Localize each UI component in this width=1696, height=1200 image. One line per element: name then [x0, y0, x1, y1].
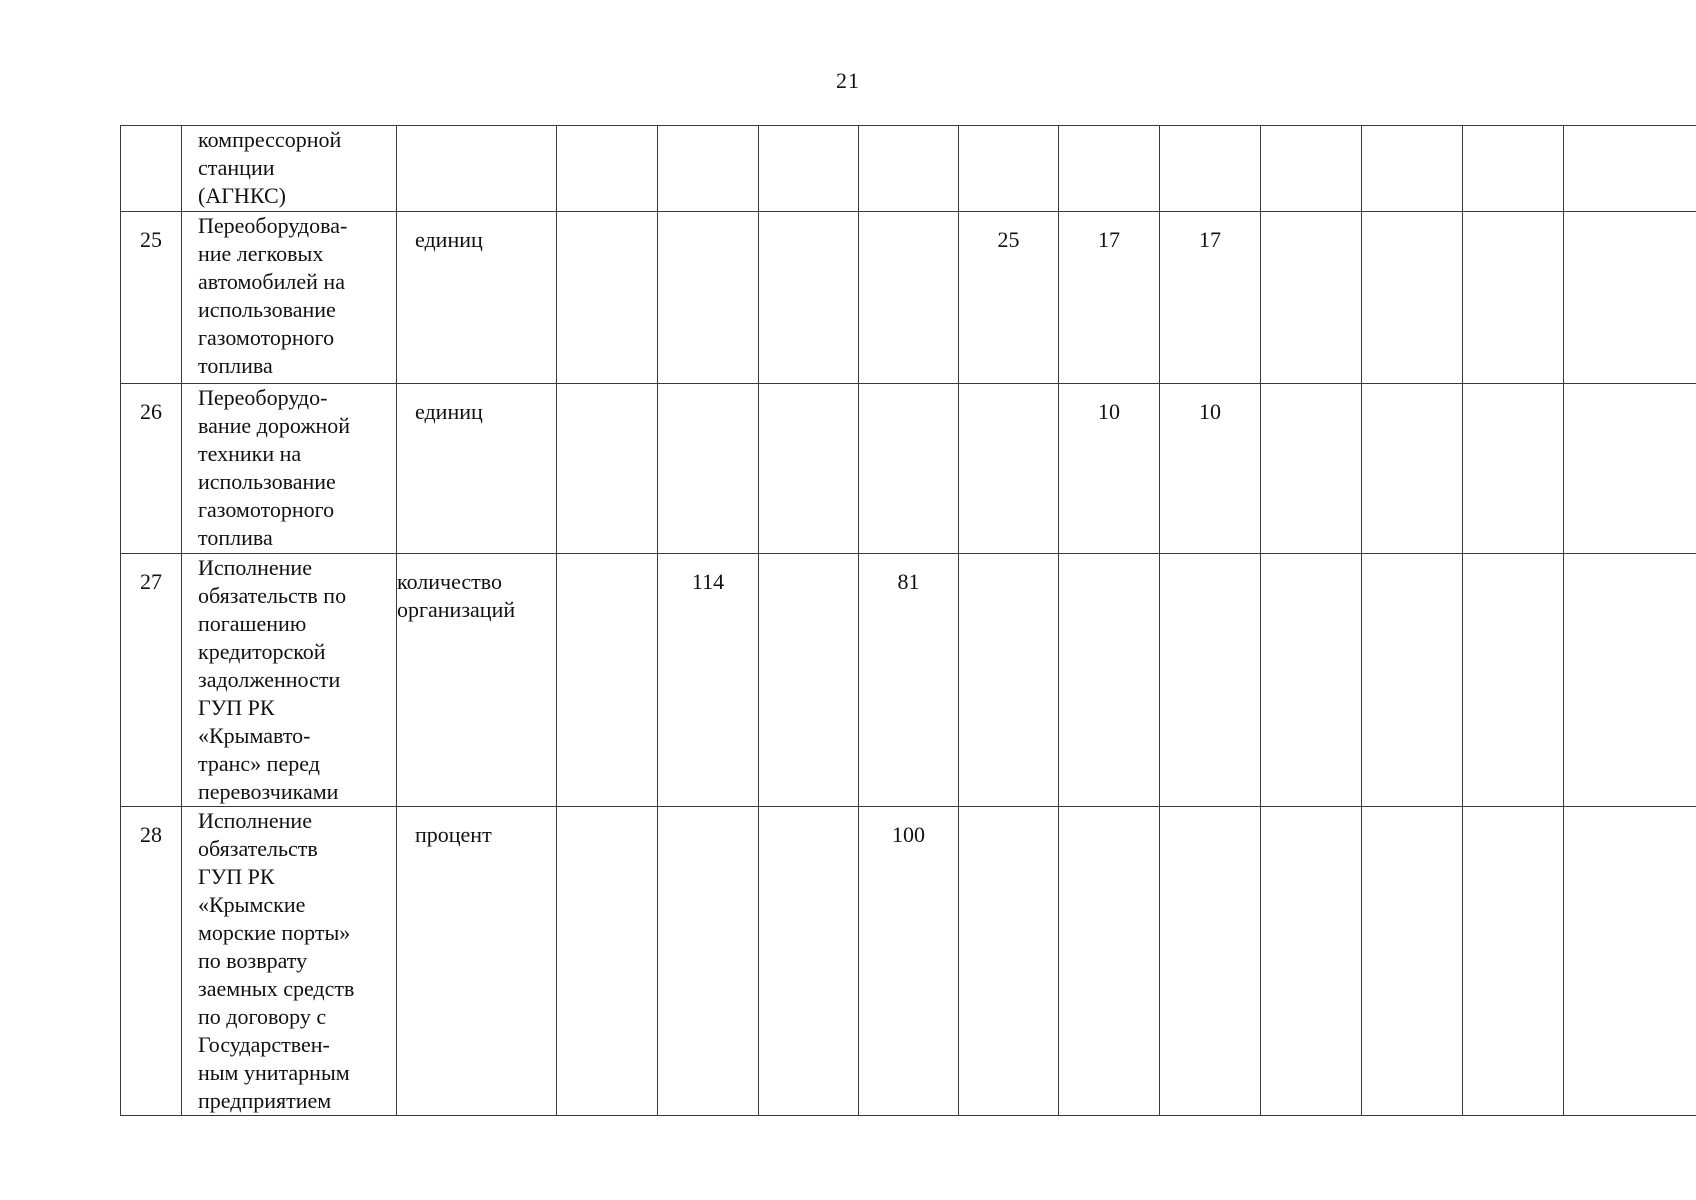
- value-cell: [658, 212, 759, 384]
- unit-line: единиц: [415, 227, 483, 252]
- indicator-name-line: по возврату: [198, 948, 308, 973]
- unit-cell: [397, 126, 557, 212]
- row-number-cell: 25: [121, 212, 182, 384]
- value-cell: [557, 126, 658, 212]
- value-cell: [658, 807, 759, 1116]
- indicator-name-line: ГУП РК: [198, 864, 275, 889]
- indicator-name-line: заемных средств: [198, 976, 355, 1001]
- value-cell: [759, 807, 859, 1116]
- indicator-name-line: обязательств: [198, 836, 318, 861]
- table-row: [121, 554, 1696, 807]
- value-cell: [1564, 384, 1696, 554]
- value-cell: [1362, 554, 1463, 807]
- value-cell: 17: [1160, 212, 1261, 384]
- value-cell: [1564, 807, 1696, 1116]
- indicator-name-line: «Крымские: [198, 892, 306, 917]
- indicator-name-line: Государствен-: [198, 1032, 330, 1057]
- value-cell: [759, 212, 859, 384]
- value-cell: 17: [1059, 212, 1160, 384]
- value-cell: 81: [859, 554, 959, 807]
- unit-cell: [397, 807, 557, 1116]
- value-cell: [1261, 807, 1362, 1116]
- value-cell: [1463, 807, 1564, 1116]
- row-number-cell: 27: [121, 554, 182, 807]
- value-cell: [1463, 384, 1564, 554]
- value-cell: [1160, 554, 1261, 807]
- value-cell: [1463, 212, 1564, 384]
- value-cell: [1261, 384, 1362, 554]
- unit-cell: [397, 212, 557, 384]
- indicator-name-line: Переоборудо-: [198, 385, 328, 410]
- value-cell: [658, 126, 759, 212]
- indicator-name-line: ГУП РК: [198, 695, 275, 720]
- indicator-name-line: ние легковых: [198, 241, 324, 266]
- value-cell: [1564, 212, 1696, 384]
- indicator-name-line: «Крымавто-: [198, 723, 311, 748]
- indicator-name-line: кредиторской: [198, 639, 326, 664]
- value-cell: 114: [658, 554, 759, 807]
- table-row: [121, 126, 1696, 212]
- indicator-name-line: перевозчиками: [198, 779, 339, 804]
- value-cell: [859, 212, 959, 384]
- value-cell: [759, 384, 859, 554]
- indicator-name-line: топлива: [198, 353, 273, 378]
- indicator-name-line: топлива: [198, 525, 273, 550]
- value-cell: [959, 807, 1059, 1116]
- row-number-cell: 26: [121, 384, 182, 554]
- unit-line: количество: [397, 569, 503, 594]
- row-number-cell: 28: [121, 807, 182, 1116]
- value-cell: 10: [1059, 384, 1160, 554]
- indicator-name-line: компрессорной: [198, 127, 342, 152]
- indicator-name-line: по договору с: [198, 1004, 327, 1029]
- value-cell: [557, 384, 658, 554]
- value-cell: [1362, 384, 1463, 554]
- value-cell: [1362, 212, 1463, 384]
- value-cell: [1160, 126, 1261, 212]
- row-number-cell: [121, 126, 182, 212]
- value-cell: [959, 384, 1059, 554]
- table-row: [121, 807, 1696, 1116]
- value-cell: [959, 554, 1059, 807]
- value-cell: [1463, 126, 1564, 212]
- unit-line: организаций: [397, 597, 516, 622]
- indicator-name-cell: [182, 384, 397, 554]
- value-cell: [1261, 554, 1362, 807]
- indicator-name-line: станции: [198, 155, 275, 180]
- indicator-name-line: (АГНКС): [198, 183, 286, 208]
- indicator-name-line: транс» перед: [198, 751, 320, 776]
- value-cell: [1463, 554, 1564, 807]
- table-row: [121, 212, 1696, 384]
- indicator-name-line: предприятием: [198, 1088, 332, 1113]
- value-cell: [557, 212, 658, 384]
- value-cell: [1362, 126, 1463, 212]
- value-cell: [1261, 126, 1362, 212]
- indicator-name-cell: [182, 554, 397, 807]
- indicators-table: [120, 125, 1696, 1116]
- indicator-name-line: обязательств по: [198, 583, 347, 608]
- unit-line: процент: [415, 822, 492, 847]
- indicator-name-line: задолженности: [198, 667, 341, 692]
- indicator-name-line: использование: [198, 297, 336, 322]
- indicator-name-cell: [182, 807, 397, 1116]
- value-cell: [1160, 807, 1261, 1116]
- value-cell: [1564, 554, 1696, 807]
- value-cell: [1059, 554, 1160, 807]
- table-row: [121, 384, 1696, 554]
- unit-cell: [397, 384, 557, 554]
- indicator-name-line: газомоторного: [198, 497, 335, 522]
- value-cell: [759, 126, 859, 212]
- indicator-name-line: Переоборудова-: [198, 213, 348, 238]
- indicator-name-line: погашению: [198, 611, 307, 636]
- value-cell: [859, 384, 959, 554]
- value-cell: 10: [1160, 384, 1261, 554]
- value-cell: [557, 554, 658, 807]
- indicator-name-line: техники на: [198, 441, 302, 466]
- value-cell: [557, 807, 658, 1116]
- indicator-name-line: газомоторного: [198, 325, 335, 350]
- indicator-name-cell: [182, 126, 397, 212]
- indicator-name-cell: [182, 212, 397, 384]
- unit-cell: [397, 554, 557, 807]
- unit-line: единиц: [415, 399, 483, 424]
- value-cell: 25: [959, 212, 1059, 384]
- value-cell: [1564, 126, 1696, 212]
- indicator-name-line: ным унитарным: [198, 1060, 350, 1085]
- indicator-name-line: Исполнение: [198, 555, 312, 580]
- indicator-name-line: использование: [198, 469, 336, 494]
- indicator-name-line: Исполнение: [198, 808, 312, 833]
- indicator-name-line: морские порты»: [198, 920, 351, 945]
- value-cell: [959, 126, 1059, 212]
- value-cell: [1261, 212, 1362, 384]
- value-cell: [1059, 807, 1160, 1116]
- indicator-name-line: вание дорожной: [198, 413, 351, 438]
- page-number: 21: [836, 68, 860, 93]
- indicator-name-line: автомобилей на: [198, 269, 345, 294]
- value-cell: [759, 554, 859, 807]
- table-body: [121, 126, 1696, 1116]
- value-cell: [859, 126, 959, 212]
- value-cell: 100: [859, 807, 959, 1116]
- value-cell: [1059, 126, 1160, 212]
- value-cell: [1362, 807, 1463, 1116]
- value-cell: [658, 384, 759, 554]
